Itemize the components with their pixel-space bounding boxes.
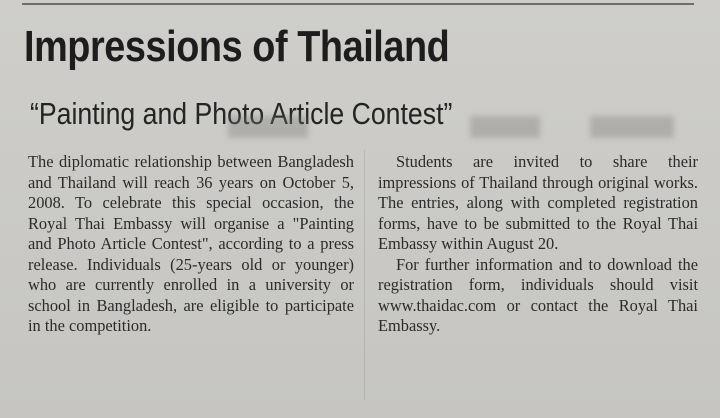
print-smudge (470, 116, 540, 138)
article-column-left (28, 152, 354, 337)
top-rule (22, 3, 694, 5)
print-smudge (590, 116, 674, 138)
article-column-right (378, 152, 698, 337)
article-headline: Impressions of Thailand (24, 22, 450, 71)
paragraph: The diplomatic relationship between Bangladesh and Thailand will reach 36 years on October 5, 2008. To celebrate this special occasion, the Royal Thai Embassy will organise a "Painting and Photo Article Contest", according to a press release. Individuals (25-years old or younger) who are currently enrolled in a university or school in Bangladesh, are eligible to participate in the competition. (28, 152, 354, 335)
print-smudge (228, 116, 308, 138)
paragraph: For further information and to download the registration form, individuals should visit www.thaidac.com or contact the Royal Thai Embassy. (378, 254, 698, 335)
paragraph: Students are invited to share their impressions of Thailand through original works. The entries, along with completed registration forms, have to be submitted to the Royal Thai Embassy within August 20. (378, 152, 698, 253)
column-divider (364, 150, 365, 400)
article-subheadline: “Painting and Photo Article Contest” (30, 96, 453, 131)
